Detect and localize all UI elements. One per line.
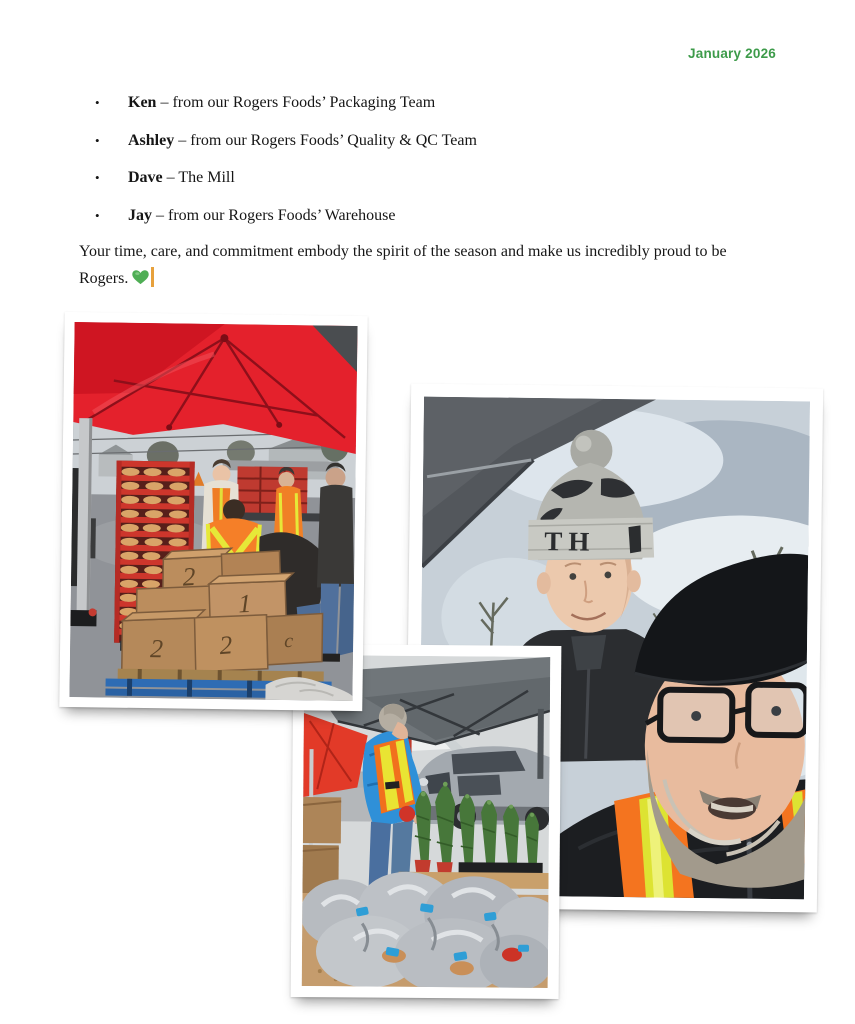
list-item (95, 94, 477, 111)
list-item (95, 169, 477, 186)
paragraph-line1: Your time, care, and commitment embody the spirit of the season and make us incredibly proud to be (79, 243, 727, 260)
paragraph-line2: Rogers. (79, 269, 129, 287)
list-item (95, 207, 477, 224)
closing-paragraph (79, 239, 789, 292)
person-description: – from our Rogers Foods’ Quality & QC Team (174, 131, 477, 149)
green-heart-emoji (132, 268, 149, 284)
person-description: – from our Rogers Foods’ Warehouse (152, 206, 396, 224)
box-mark: 2 (218, 630, 234, 661)
person-name: Ken (128, 94, 157, 111)
box-mark: 2 (181, 561, 197, 592)
text-cursor (151, 267, 154, 287)
bullet-icon: • (95, 170, 100, 185)
list-item (95, 132, 477, 149)
box-mark: 2 (149, 634, 164, 664)
bullet-icon: • (95, 207, 100, 223)
person-description: – from our Rogers Foods’ Packaging Team (156, 94, 436, 111)
recognition-list (95, 94, 477, 244)
bullet-icon: • (95, 132, 100, 148)
beanie-letters: TH (544, 526, 596, 557)
photo-bread-boxes-tent[interactable] (59, 312, 367, 711)
bullet-icon: • (95, 95, 100, 110)
person-name: Jay (128, 206, 152, 224)
box-mark: 1 (237, 588, 252, 619)
person-description: – The Mill (162, 169, 235, 186)
tent-photo-art (69, 322, 357, 701)
date-label: January 2026 (688, 46, 776, 61)
box-mark: c (284, 630, 294, 653)
person-name: Ashley (128, 131, 175, 149)
person-name: Dave (128, 169, 163, 186)
